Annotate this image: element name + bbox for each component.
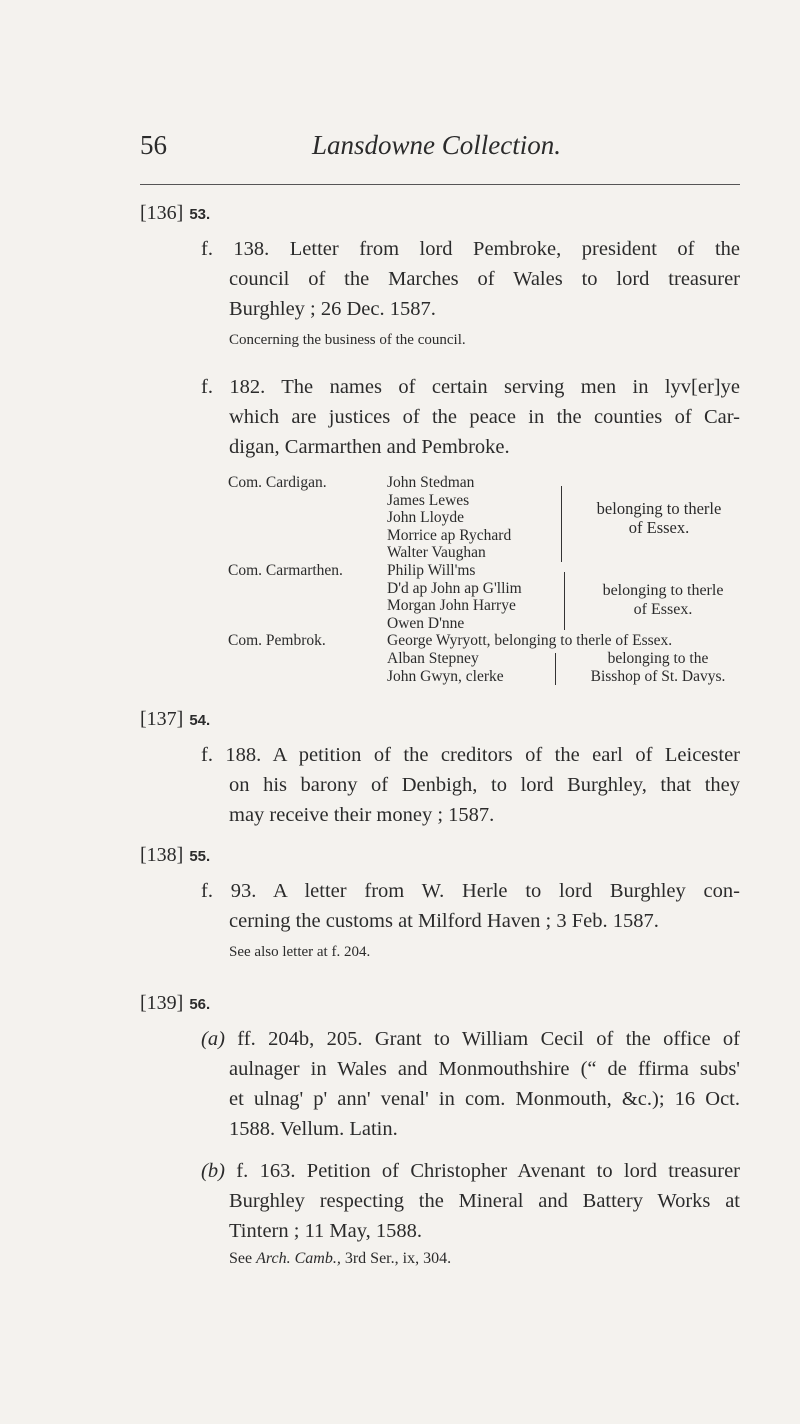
header-rule bbox=[140, 184, 740, 185]
page-number: 56 bbox=[140, 130, 167, 160]
entry-text bbox=[201, 372, 740, 462]
note-prefix: See bbox=[229, 1250, 253, 1267]
text-line: council of the Marches of Wales to lord treasurer bbox=[229, 268, 740, 290]
text-line: 1588. Vellum. Latin. bbox=[229, 1118, 398, 1140]
entry-text bbox=[201, 876, 740, 936]
text-line: which are justices of the peace in the counties of Car- bbox=[229, 406, 740, 428]
pembrok-first: George Wyryott, belonging to therle of Essex. bbox=[387, 632, 673, 649]
justice-name: Philip Will'ms bbox=[387, 562, 476, 579]
justice-name: John Lloyde bbox=[387, 509, 465, 526]
justice-name: Owen D'nne bbox=[387, 614, 465, 632]
text-line: f. 182. The names of certain serving men in lyv[er]ye bbox=[201, 376, 740, 398]
justice-name: John Stedman bbox=[387, 474, 475, 491]
entry-label bbox=[140, 844, 210, 867]
pembrok-note bbox=[574, 650, 742, 685]
note-line: belonging to the bbox=[607, 650, 709, 667]
county-label-carmarthen: Com. Carmarthen. bbox=[228, 562, 343, 579]
text-line: Burghley ; 26 Dec. 1587. bbox=[229, 298, 436, 320]
text-line: f. 93. A letter from W. Herle to lord Burghley con- bbox=[201, 880, 740, 902]
justice-name: Morgan John Harrye bbox=[387, 597, 516, 614]
text-line: cerning the customs at Milford Haven ; 3 Feb. 1587. bbox=[229, 910, 659, 932]
justice-name: Walter Vaughan bbox=[387, 544, 486, 561]
text-line: may receive their money ; 1587. bbox=[229, 804, 495, 826]
text-line: Tintern ; 11 May, 1588. bbox=[229, 1220, 423, 1242]
entry-number: 55. bbox=[189, 848, 211, 865]
item-first-line: ff. 204b, 205. Grant to William Cecil of the office of bbox=[237, 1028, 741, 1050]
text-line: f. 138. Letter from lord Pembroke, president of the bbox=[201, 238, 740, 260]
entry-text bbox=[201, 234, 740, 324]
justice-name: John Gwyn, clerke bbox=[387, 667, 504, 685]
county-label-pembrok: Com. Pembrok. bbox=[228, 632, 326, 649]
justice-name: Morrice ap Rychard bbox=[387, 526, 512, 544]
entry-bracket-number: [137] bbox=[140, 708, 184, 730]
text-line bbox=[201, 1024, 740, 1054]
entry-number: 54. bbox=[189, 712, 211, 729]
note-line: belonging to therle bbox=[602, 582, 724, 599]
note-line: of Essex. bbox=[633, 600, 693, 618]
text-line: et ulnag' p' ann' venal' in com. Monmouth, &c.); 16 Oct. bbox=[229, 1088, 740, 1110]
justice-name: James Lewes bbox=[387, 491, 470, 509]
brace bbox=[561, 486, 562, 562]
entry-text-a bbox=[201, 1024, 740, 1144]
item-first-line: f. 163. Petition of Christopher Avenant to lord treasurer bbox=[236, 1160, 741, 1182]
note-suffix: 3rd Ser., ix, 304. bbox=[344, 1250, 452, 1267]
note-line: of Essex. bbox=[628, 518, 690, 537]
entry-label bbox=[140, 708, 210, 731]
item-marker: (b) bbox=[201, 1160, 225, 1182]
entry-text bbox=[201, 740, 740, 830]
entry-number: 53. bbox=[189, 206, 211, 223]
text-line: digan, Carmarthen and Pembroke. bbox=[229, 436, 510, 458]
text-line: Burghley respecting the Mineral and Battery Works at bbox=[229, 1190, 740, 1212]
entry-bracket-number: [138] bbox=[140, 844, 184, 866]
entry-bracket-number: [139] bbox=[140, 992, 184, 1014]
pembrok-names bbox=[387, 650, 504, 685]
cardigan-note bbox=[578, 499, 740, 537]
carmarthen-names bbox=[387, 562, 522, 632]
page-header bbox=[0, 130, 800, 170]
justice-name: D'd ap John ap G'llim bbox=[387, 579, 522, 597]
item-marker: (a) bbox=[201, 1028, 225, 1050]
note-reference: Arch. Camb., bbox=[256, 1250, 341, 1267]
entry-text-b bbox=[201, 1156, 740, 1246]
cardigan-names bbox=[387, 474, 511, 562]
entry-bracket-number: [136] bbox=[140, 202, 184, 224]
text-line: f. 188. A petition of the creditors of the earl of Leicester bbox=[201, 744, 740, 766]
entry-label bbox=[140, 202, 210, 225]
running-title: Lansdowne Collection. bbox=[312, 130, 561, 160]
entry-label bbox=[140, 992, 210, 1015]
carmarthen-note bbox=[582, 582, 744, 619]
entry-note bbox=[229, 1250, 451, 1268]
entry-note: Concerning the business of the council. bbox=[229, 332, 466, 348]
text-line bbox=[201, 1156, 740, 1186]
justice-name: Alban Stepney bbox=[387, 650, 479, 667]
entry-note: See also letter at f. 204. bbox=[229, 944, 371, 960]
entry-number: 56. bbox=[189, 996, 211, 1013]
note-line: belonging to therle bbox=[596, 499, 722, 518]
brace bbox=[564, 572, 565, 630]
text-line: on his barony of Denbigh, to lord Burghley, that they bbox=[229, 774, 740, 796]
text-line: aulnager in Wales and Monmouthshire (“ de ffirma subs' bbox=[229, 1058, 740, 1080]
county-label-cardigan: Com. Cardigan. bbox=[228, 474, 327, 491]
brace bbox=[555, 653, 556, 685]
note-line: Bisshop of St. Davys. bbox=[590, 667, 726, 685]
